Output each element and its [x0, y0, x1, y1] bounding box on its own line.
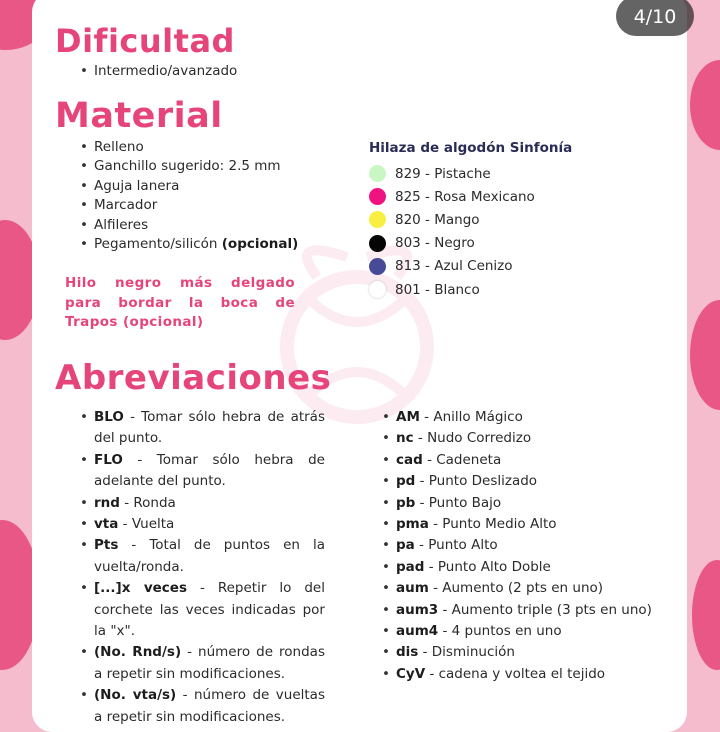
yarn-color-item: 829 - Pistache — [369, 162, 535, 185]
abbreviation-item: • AM - Anillo Mágico — [382, 407, 662, 428]
yarn-title: Hilaza de algodón Sinfonía — [369, 140, 573, 156]
color-swatch — [369, 188, 386, 205]
color-swatch — [369, 235, 386, 252]
yarn-color-item: 820 - Mango — [369, 208, 535, 231]
abbreviation-item: • (No. vta/s) - número de vueltas a repetir sin modificaciones. — [80, 685, 325, 728]
yarn-color-item: 803 - Negro — [369, 232, 535, 255]
abbreviation-item: • pa - Punto Alto — [382, 535, 662, 556]
dificultad-heading: Dificultad — [55, 22, 235, 60]
abbreviation-item: • pma - Punto Medio Alto — [382, 514, 662, 535]
abreviaciones-heading: Abreviaciones — [55, 358, 332, 398]
material-item: • Marcador — [80, 196, 380, 215]
abbreviation-item: • dis - Disminución — [382, 642, 662, 663]
abbreviation-item: • rnd - Ronda — [80, 493, 325, 514]
abbreviation-item: • pb - Punto Bajo — [382, 493, 662, 514]
color-swatch — [369, 165, 386, 182]
abbreviation-item: • BLO - Tomar sólo hebra de atrás del punto. — [80, 407, 325, 450]
abbreviation-item: • aum3 - Aumento triple (3 pts en uno) — [382, 600, 662, 621]
abbreviation-item: • aum - Aumento (2 pts en uno) — [382, 578, 662, 599]
abbreviation-item: • aum4 - 4 puntos en uno — [382, 621, 662, 642]
yarn-color-list — [369, 162, 535, 301]
dificultad-item: • Intermedio/avanzado — [80, 62, 237, 80]
material-item: • Ganchillo sugerido: 2.5 mm — [80, 157, 380, 176]
material-item: • Relleno — [80, 138, 380, 157]
slide-counter: 4/10 — [616, 0, 694, 36]
abbreviation-list-left — [80, 407, 325, 728]
yarn-color-item: 801 - Blanco — [369, 278, 535, 301]
abbreviation-item: • vta - Vuelta — [80, 514, 325, 535]
color-swatch — [369, 211, 386, 228]
material-item: • Pegamento/silicón (opcional) — [80, 235, 380, 254]
yarn-color-item: 813 - Azul Cenizo — [369, 255, 535, 278]
material-item: • Aguja lanera — [80, 177, 380, 196]
material-heading: Material — [55, 96, 223, 136]
material-list — [80, 138, 380, 254]
abbreviation-list-right — [382, 407, 662, 685]
abbreviation-item: • Pts - Total de puntos en la vuelta/ronda. — [80, 535, 325, 578]
abbreviation-item: • (No. Rnd/s) - número de rondas a repetir sin modificaciones. — [80, 642, 325, 685]
abbreviation-item: • [...]x veces - Repetir lo del corchete las veces indicadas por la "x". — [80, 578, 325, 642]
material-item: • Alfileres — [80, 216, 380, 235]
color-swatch — [369, 281, 386, 298]
abbreviation-item: • pad - Punto Alto Doble — [382, 557, 662, 578]
abbreviation-item: • nc - Nudo Corredizo — [382, 428, 662, 449]
color-swatch — [369, 258, 386, 275]
abbreviation-item: • pd - Punto Deslizado — [382, 471, 662, 492]
content-card — [32, 0, 687, 732]
abbreviation-item: • CyV - cadena y voltea el tejido — [382, 664, 662, 685]
abbreviation-item: • FLO - Tomar sólo hebra de adelante del punto. — [80, 450, 325, 493]
yarn-color-item: 825 - Rosa Mexicano — [369, 185, 535, 208]
material-note: Hilo negro más delgado para bordar la boca de Trapos (opcional) — [65, 275, 295, 330]
abbreviation-item: • cad - Cadeneta — [382, 450, 662, 471]
